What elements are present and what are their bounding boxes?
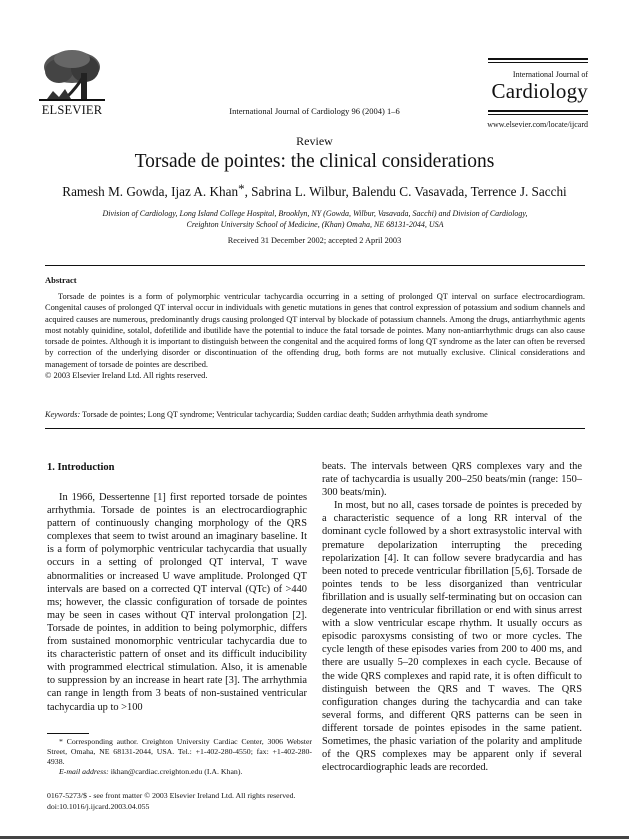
authors-first: Ramesh M. Gowda, Ijaz A. Khan (62, 184, 239, 199)
keywords (45, 410, 585, 419)
masthead-top-rule (488, 58, 588, 63)
article-title: Torsade de pointes: the clinical considerations (134, 151, 495, 172)
author-list (0, 181, 629, 200)
body-paragraph: In 1966, Dessertenne [1] first reported torsade de pointes arrhythmia. Torsade de pointes is an electrocardiographic pattern of continuously changing morphology of the QRS complexes that seem to twist around an imaginary baseline. It is a form of polymorphic ventricular tachycardia that usually occurs in a setting of prolonged QT interval, T wave abnormalities or increased U wave amplitude. Prolonged QT intervals are based on a corrected QT interval (QTc) of >440 ms; however, the classic configuration of torsade de pointes may be seen in cases without QT interval prolongation [2]. Torsade de pointes, in addition to being polymorphic, differs from sustained monomorphic ventricular tachycardia due to its characteristic pattern of onset and its difficult inducibility with programmed electrical stimulation. Also, it is amenable to suppression by an increase in heart rate [3]. The arrhythmia can range in length from 3 beats of non-sustained ventricular tachycardia up to >100 (47, 492, 307, 713)
article-type: Review (296, 134, 333, 148)
masthead-bottom-rule (488, 110, 588, 115)
issn-copyright: 0167-5273/$ - see front matter © 2003 Elsevier Ireland Ltd. All rights reserved. (47, 791, 296, 800)
section-heading-introduction: 1. Introduction (47, 462, 115, 473)
authors-rest: , Sabrina L. Wilbur, Balendu C. Vasavada, Terrence J. Sacchi (244, 184, 567, 199)
email-link[interactable]: ikhan@cardiac.creighton.edu (I.A. Khan). (110, 767, 243, 776)
abstract-copyright: © 2003 Elsevier Ireland Ltd. All rights reserved. (45, 371, 208, 381)
affiliation-line: Division of Cardiology, Long Island College Hospital, Brooklyn, NY (Gowda, Wilbur, Vasavada, Sacchi) and Division of Cardiology, (102, 209, 528, 218)
corresponding-author-text: * Corresponding author. Creighton University Cardiac Center, 3006 Webster Street, Omaha, NE 68131-2044, USA. Tel.: +1-402-280-4550; fax: +1-402-280-4938. (47, 737, 312, 766)
keywords-bottom-rule (45, 428, 585, 429)
corresponding-author-footnote (47, 737, 312, 777)
body-paragraph: In most, but no all, cases torsade de pointes is preceded by a characteristic sequence of a long RR interval of the dominant cycle followed by a short extrasystolic interval with premature depolarization interrupting the preceding repolarization [4]. It can follow severe bradycardia and has been noted to precede ventricular fibrillation [5,6]. Torsade de pointes tends to be less disorganized than ventricular fibrillation and is usually self-terminating but on occasion can degenerate into ventricular fibrillation or end with sinus arrest with a slow ventricular escape rhythm. It usually occurs as episodic paroxysms consisting of two or more cycles. The cycle length of these episodes varies from 200 to 400 ms, and there are usually 5–20 complexes in each cycle. Because of the wide QRS complexes and rapid rate, it is often difficult to distinguish between the QRS and T waves. The QRS configuration changes during the tachycardia and can take several forms, and different QRS patterns can be seen in different torsade de pointes episodes in the same patient. Sometimes, the phasic variation of the polarity and amplitude of the QRS complexes may be apparent only if several electrocardiographic leads are recorded. (322, 500, 582, 774)
affiliation-line: Creighton University School of Medicine, (Khan) Omaha, NE 68131-2044, USA (186, 219, 444, 229)
keywords-list: Torsade de pointes; Long QT syndrome; Ventricular tachycardia; Sudden cardiac death; Sudden arrhythmia death syndrome (82, 410, 488, 419)
abstract-text: Torsade de pointes is a form of polymorphic ventricular tachycardia occurring in a setting of prolonged QT interval on surface electrocardiogram. Congenital causes of prolonged QT interval occur in individuals with genetic mutations in genes that control expression of potassium and sodium channels and acquired causes are numerous, predominantly drugs causing prolonged QT interval by blockade of potassium channels. Among the drugs, antiarrhythmic agents most notably quinidine, sotalol, dofetilide and ibutilide have the potential to induce the fatal torsade de pointes. Many non-antiarrhythmic drugs can also cause torsade de pointes. Although it is important to distinguish between the congenital and the acquired forms of long QT syndrome as the later can often be reversed by correction of the underlying disorder or discontinuation of the offending drug, both forms are not mutually exclusive. Clinical considerations and management of torsade de pointes are described. (45, 292, 585, 369)
right-column (322, 460, 582, 774)
abstract-heading: Abstract (45, 275, 77, 285)
abstract-body (45, 291, 585, 381)
journal-url-link[interactable]: www.elsevier.com/locate/ijcard (487, 120, 588, 129)
left-column (47, 491, 307, 714)
corresponding-author-mark[interactable]: * (238, 181, 245, 196)
journal-citation: International Journal of Cardiology 96 (2004) 1–6 (229, 106, 400, 116)
journal-masthead (488, 58, 588, 115)
abstract-top-rule (45, 265, 585, 266)
doi-link[interactable]: doi:10.1016/j.ijcard.2003.04.055 (47, 802, 150, 811)
journal-name-large: Cardiology (491, 79, 588, 103)
publisher-name: ELSEVIER (41, 103, 103, 117)
keywords-label: Keywords: (45, 410, 81, 419)
received-dates: Received 31 December 2002; accepted 2 April 2003 (227, 236, 402, 245)
email-label: E-mail address: (59, 767, 109, 776)
front-matter (47, 790, 295, 812)
body-paragraph-continued: beats. The intervals between QRS complexes vary and the rate of tachycardia is usually 200–250 beats/min (range: 150–300 beats/min). (322, 461, 582, 499)
journal-name-small: International Journal of (512, 70, 588, 79)
footnote-rule (47, 733, 89, 734)
affiliations (40, 209, 590, 230)
